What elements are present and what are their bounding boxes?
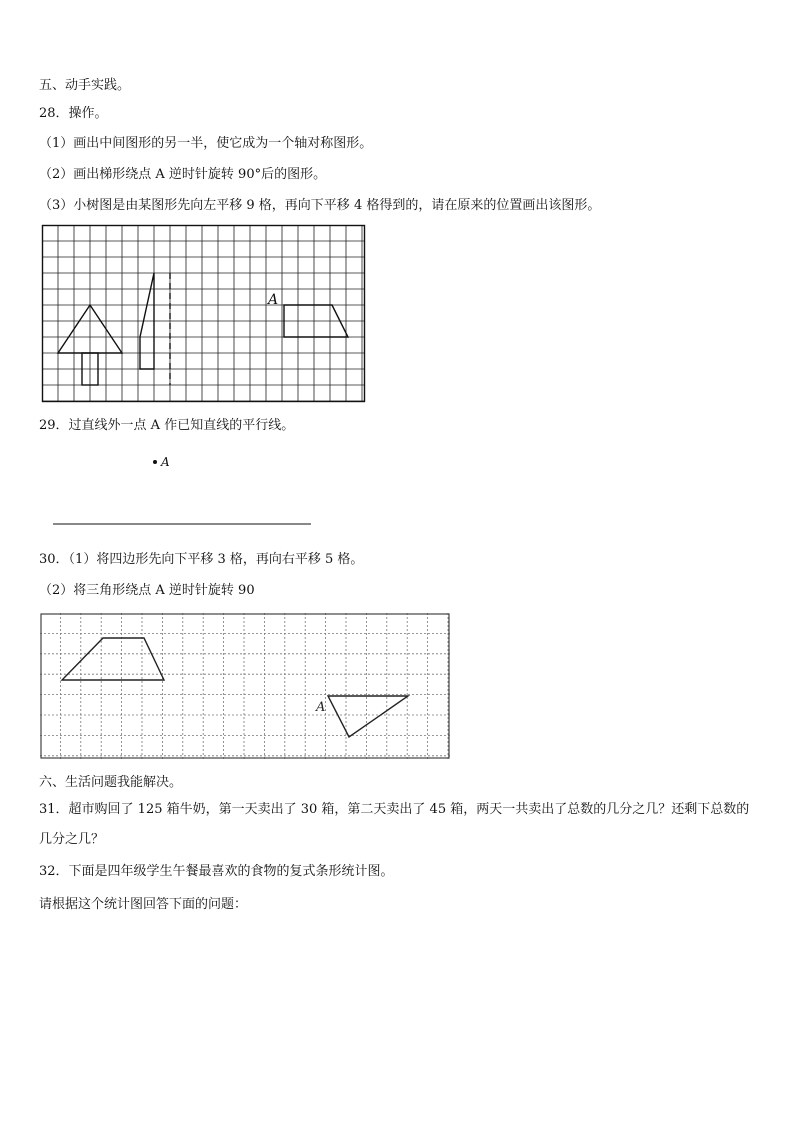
question-28-item-2: （2）画出梯形绕点 A 逆时针旋转 90°后的图形。: [39, 167, 327, 182]
triangle: [328, 696, 408, 737]
question-28-item-3: （3）小树图是由某图形先向左平移 9 格，再向下平移 4 格得到的，请在原来的位置画出该图形。: [39, 198, 601, 213]
question-31-text: 31．超市购回了 125 箱牛奶，第一天卖出了 30 箱，第二天卖出了 45 箱，两天一共卖出了总数的几分之几？还剩下总数的几分之几？: [39, 802, 750, 847]
question-32-prompt: 请根据这个统计图回答下面的问题：: [39, 897, 248, 912]
q30-point-label: A: [316, 700, 326, 715]
q30-grid-lines: [40, 613, 450, 759]
question-29-title: 29．过直线外一点 A 作已知直线的平行线。: [39, 418, 295, 433]
point-a-label: A: [268, 292, 279, 308]
q29-point-label: A: [161, 455, 170, 469]
q28-grid-border: [43, 226, 365, 402]
q28-grid-figure: [42, 225, 366, 403]
question-28-item-1: （1）画出中间图形的另一半，使它成为一个轴对称图形。: [39, 136, 373, 151]
q30-grid-figure: [40, 613, 450, 759]
q29-figure: [40, 450, 330, 530]
question-30-item-1: 30．（1）将四边形先向下平移 3 格，再向右平移 5 格。: [39, 552, 364, 567]
point-a-dot: [153, 460, 157, 464]
question-28-title: 28．操作。: [39, 106, 108, 121]
q28-grid-lines: [42, 225, 365, 402]
section-heading-6: 六、生活问题我能解决。: [39, 775, 183, 790]
section-heading-5: 五、动手实践。: [39, 78, 131, 93]
question-32-text: 32．下面是四年级学生午餐最喜欢的食物的复式条形统计图。: [39, 864, 394, 879]
question-30-item-2: （2）将三角形绕点 A 逆时针旋转 90: [39, 583, 255, 598]
quadrilateral: [62, 638, 164, 680]
q30-grid-border: [41, 614, 449, 758]
